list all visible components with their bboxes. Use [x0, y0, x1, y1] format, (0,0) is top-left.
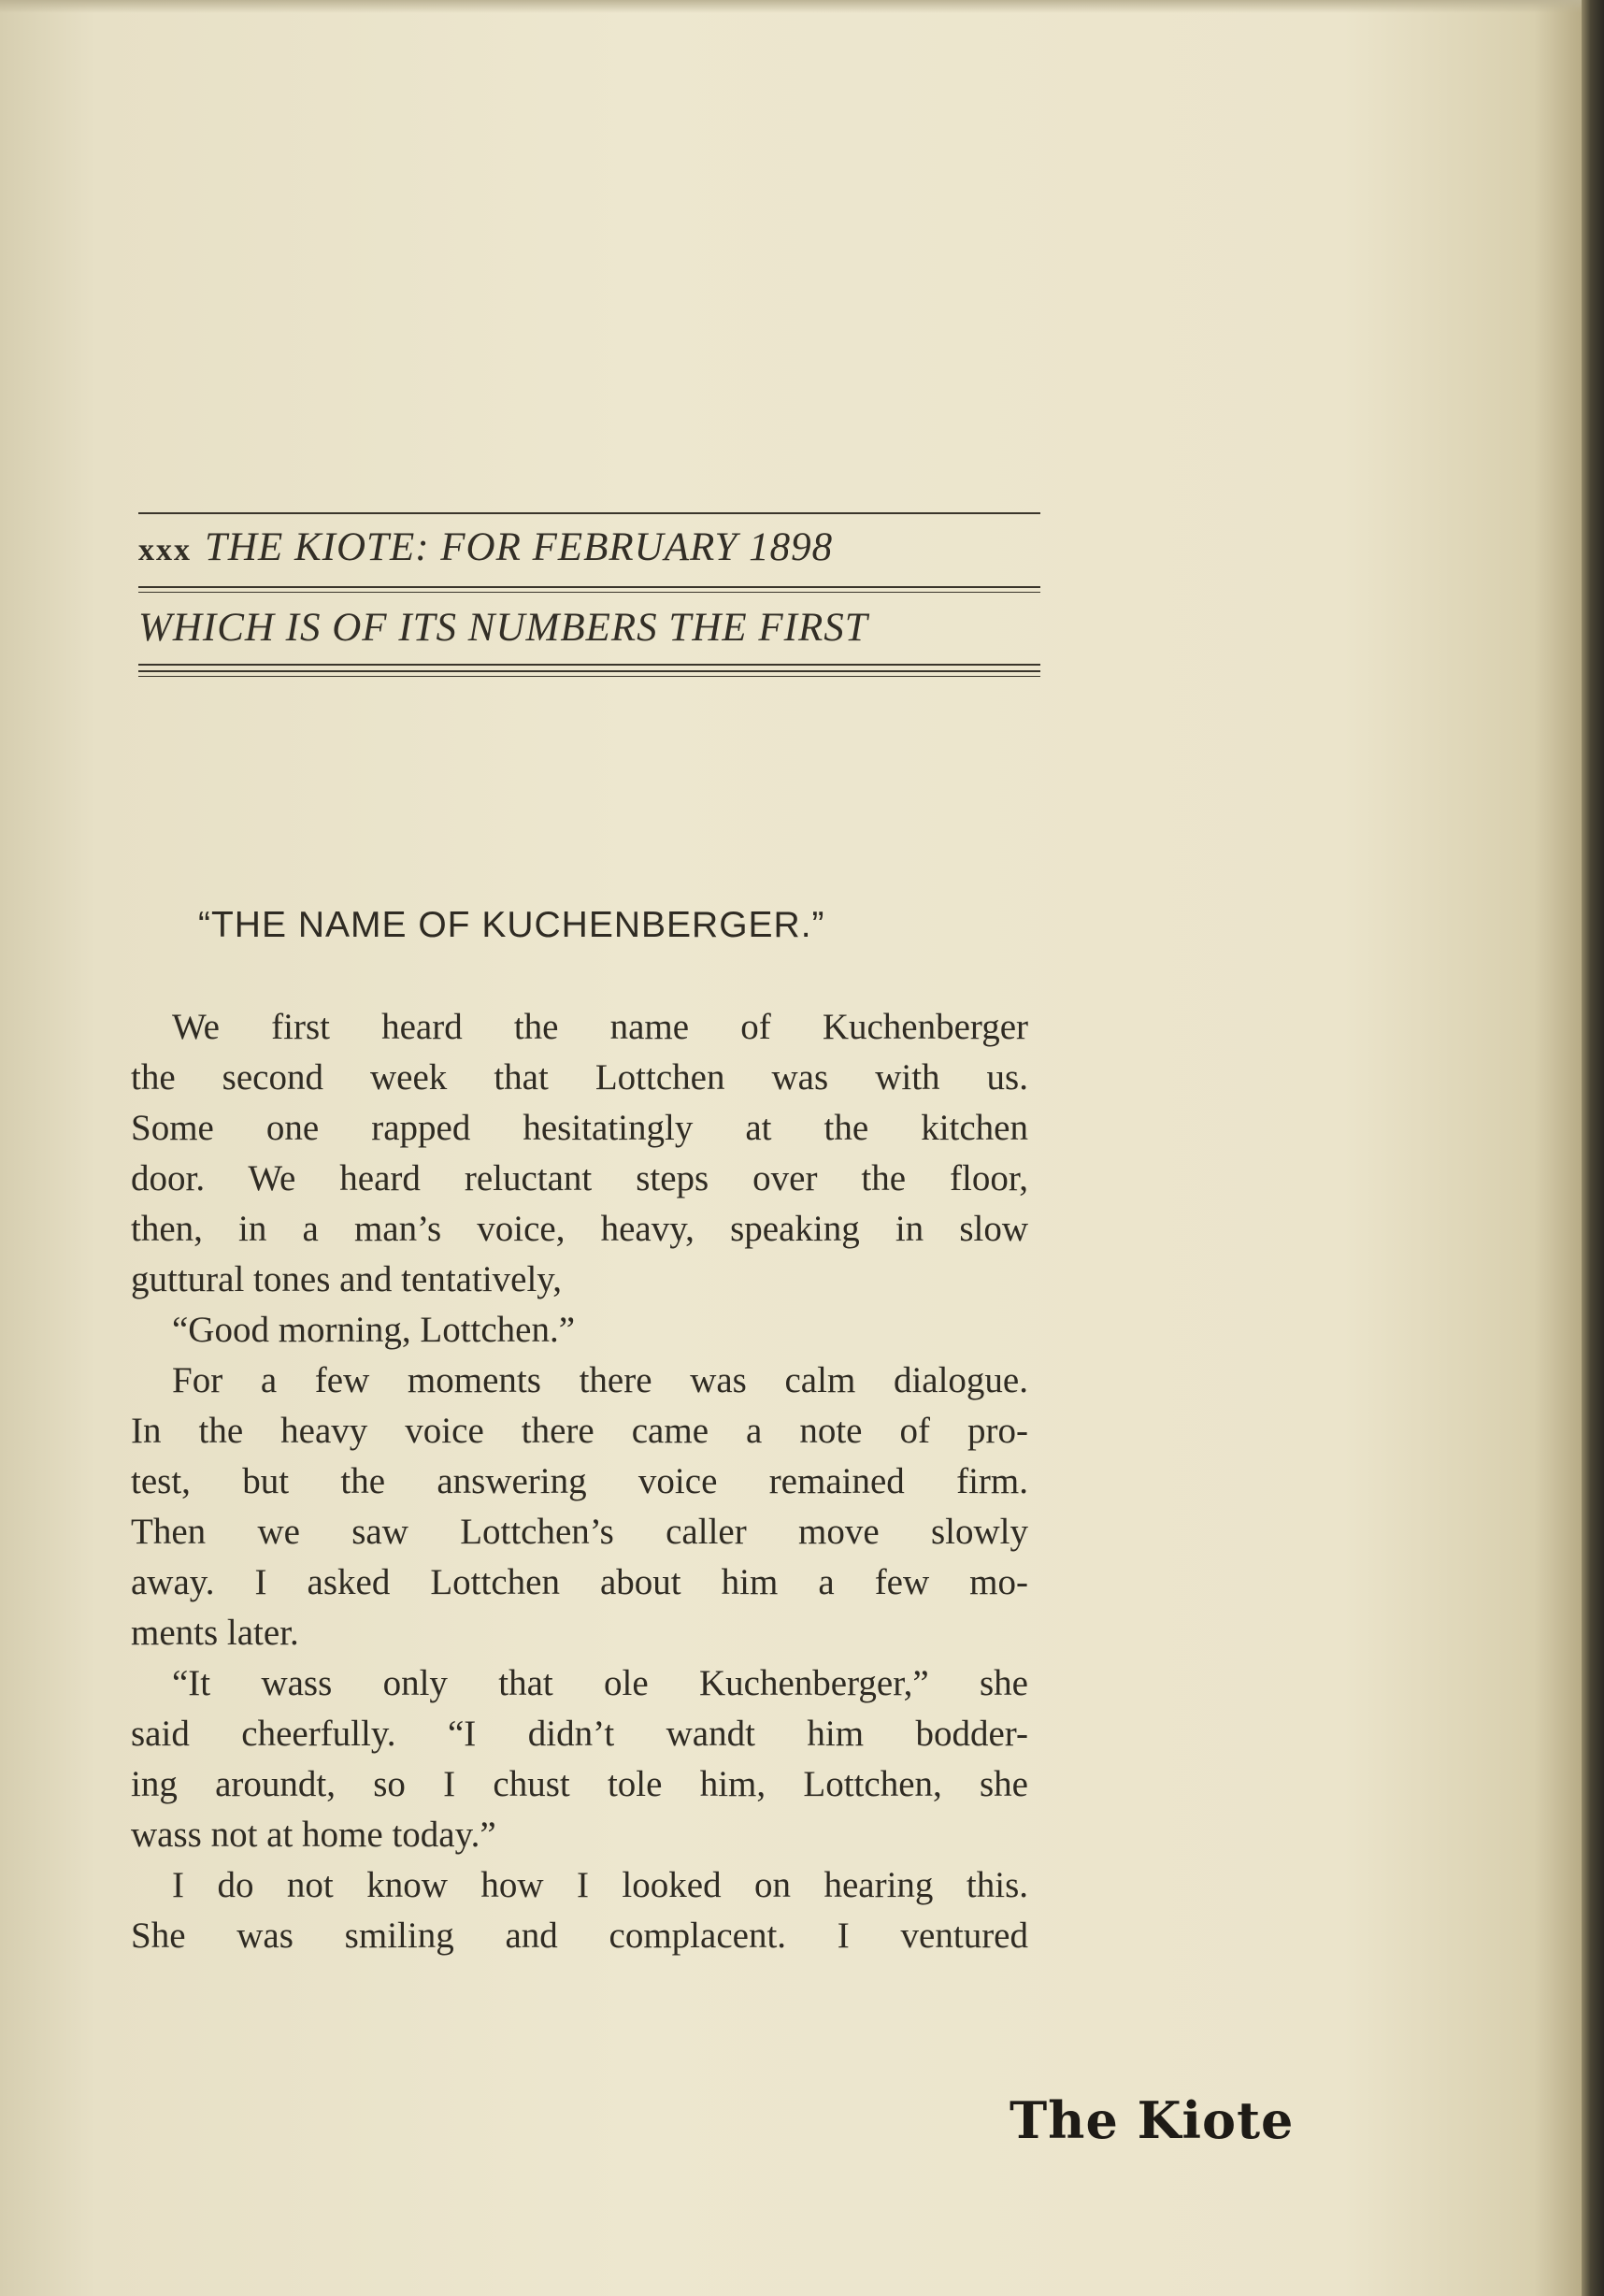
article-line: She was smiling and complacent. I ventured [131, 1916, 1028, 1956]
masthead-rule-bottom-2 [138, 670, 1040, 672]
masthead-rule-bottom-3 [138, 676, 1040, 677]
article-line: then, in a man’s voice, heavy, speaking in slow [131, 1209, 1028, 1249]
article-line: “Good morning, Lottchen.” [172, 1310, 576, 1350]
page-top-shadow [0, 0, 1582, 13]
article-line: We first heard the name of Kuchenberger [172, 1007, 1028, 1047]
article-line: guttural tones and tentatively, [131, 1259, 563, 1299]
article-line: wass not at home today.” [131, 1815, 496, 1855]
article-line: door. We heard reluctant steps over the floor, [131, 1158, 1028, 1198]
article-line: said cheerfully. “I didn’t wandt him bodder- [131, 1714, 1028, 1754]
masthead-line-1 [138, 518, 1040, 581]
masthead-line-2: WHICH IS OF ITS NUMBERS THE FIRST [138, 606, 868, 650]
article-line: test, but the answering voice remained firm. [131, 1461, 1028, 1501]
masthead-ornament: xxx [138, 533, 192, 567]
article-line: away. I asked Lottchen about him a few mo- [131, 1562, 1028, 1602]
masthead-rule-middle-thin [138, 592, 1040, 593]
masthead [138, 512, 1040, 677]
article-body [131, 1002, 1028, 1961]
masthead-title: THE KIOTE: FOR FEBRUARY 1898 [205, 525, 834, 569]
article-line: Some one rapped hesitatingly at the kitchen [131, 1108, 1028, 1148]
article-title: “THE NAME OF KUCHENBERGER.” [198, 905, 825, 945]
article-line: In the heavy voice there came a note of pro- [131, 1411, 1028, 1451]
article-line: ments later. [131, 1613, 299, 1653]
masthead-rule-bottom [138, 664, 1040, 666]
article-line: I do not know how I looked on hearing this. [172, 1865, 1028, 1905]
article-line: For a few moments there was calm dialogue. [172, 1360, 1028, 1400]
article-line: the second week that Lottchen was with us. [131, 1057, 1028, 1098]
article-line: Then we saw Lottchen’s caller move slowly [131, 1512, 1028, 1552]
masthead-rule-middle [138, 586, 1040, 588]
masthead-rule-top [138, 512, 1040, 514]
publication-logo: The Kiote [1010, 2090, 1295, 2150]
page-edge [1582, 0, 1604, 2296]
article-line: “It wass only that ole Kuchenberger,” she [172, 1663, 1028, 1703]
article-line: ing aroundt, so I chust tole him, Lottchen, she [131, 1764, 1028, 1804]
